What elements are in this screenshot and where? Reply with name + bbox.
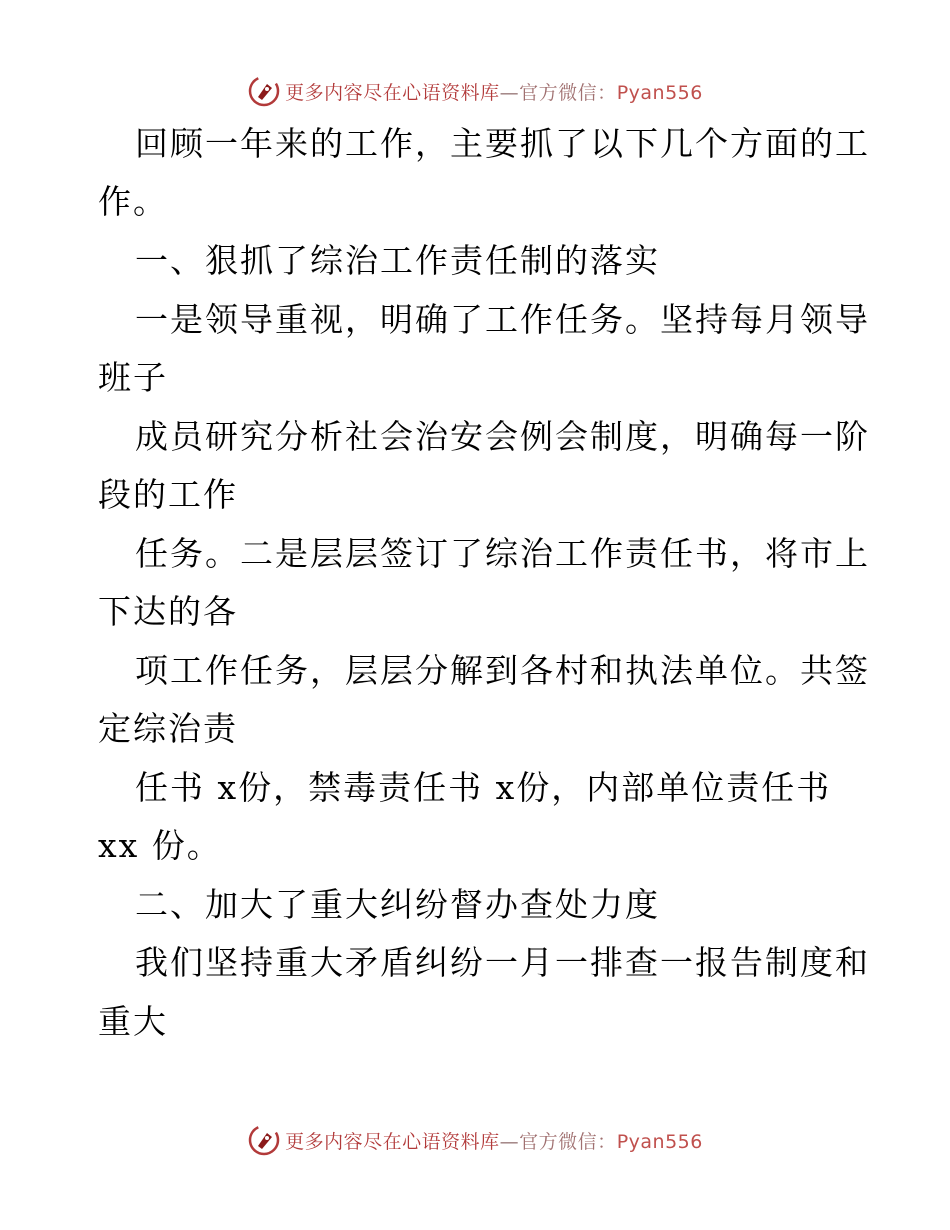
body-line: 任务。二是层层签订了综治工作责任书，将市上 (135, 534, 870, 573)
body-line: 定综治责 (98, 709, 238, 748)
body-line: 一是领导重视，明确了工作任务。坚持每月领导 (135, 300, 870, 339)
pen-nib-logo-icon (247, 1123, 281, 1157)
watermark-text (285, 1127, 703, 1154)
watermark-dash: — (499, 81, 520, 104)
watermark-site: 更多内容尽在心语资料库 (285, 1130, 500, 1153)
body-line: 我们坚持重大矛盾纠纷一月一排查一报告制度和 (135, 943, 870, 982)
watermark-text (285, 78, 703, 105)
pen-nib-logo-icon (247, 74, 281, 108)
section-heading: 一、狠抓了综治工作责任制的落实 (135, 241, 660, 280)
body-line: xx 份。 (98, 826, 222, 865)
body-line: 下达的各 (98, 592, 238, 631)
body-line: 回顾一年来的工作，主要抓了以下几个方面的工 (135, 124, 870, 163)
body-line: 班子 (98, 358, 168, 397)
header-watermark (0, 71, 950, 111)
body-line: 项工作任务，层层分解到各村和执法单位。共签 (135, 651, 870, 690)
watermark-label: 官方微信： (519, 81, 617, 104)
watermark-site: 更多内容尽在心语资料库 (285, 81, 500, 104)
body-line: 任书 x份，禁毒责任书 x份，内部单位责任书 (135, 768, 832, 807)
watermark-dash: — (499, 1130, 520, 1153)
watermark-label: 官方微信： (519, 1130, 617, 1153)
watermark-account: Pyan556 (616, 1130, 703, 1153)
body-line: 成员研究分析社会治安会例会制度，明确每一阶 (135, 417, 870, 456)
footer-watermark (0, 1120, 950, 1160)
body-line: 作。 (98, 182, 168, 221)
body-line: 重大 (98, 1002, 168, 1041)
watermark-account: Pyan556 (616, 81, 703, 104)
body-line: 段的工作 (98, 475, 238, 514)
section-heading: 二、加大了重大纠纷督办查处力度 (135, 885, 660, 924)
